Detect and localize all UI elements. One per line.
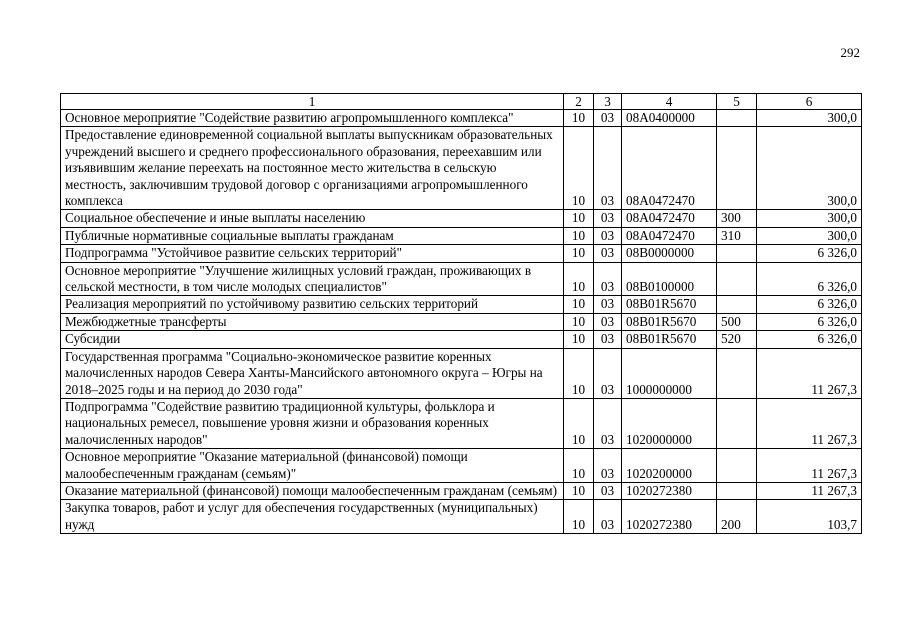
- row-section: 10: [564, 449, 594, 483]
- page-number: 292: [840, 45, 860, 60]
- row-expense-type: [717, 245, 757, 262]
- table-row: [61, 210, 862, 227]
- row-section: 10: [564, 500, 594, 534]
- row-name: Предоставление единовременной социальной выплаты выпускникам образовательных учреждений высшего и среднего профессионального образования, переехавшим или изъявившим желание переехать на постоянное место жительства в сельскую местность, заключившим трудовой договор с организациями агропромышленного комплекса: [61, 127, 564, 210]
- row-subsection: 03: [594, 210, 622, 227]
- row-section: 10: [564, 398, 594, 448]
- row-section: 10: [564, 110, 594, 127]
- column-header: 1: [61, 94, 564, 110]
- row-name: Государственная программа "Социально-экономическое развитие коренных малочисленных народов Севера Ханты-Мансийского автономного округа – Югры на 2018–2025 годы и на период до 2030 года": [61, 348, 564, 398]
- row-expense-type: 500: [717, 313, 757, 330]
- row-subsection: 03: [594, 500, 622, 534]
- column-header: 2: [564, 94, 594, 110]
- row-target-code: 08В0000000: [622, 245, 717, 262]
- table-row: [61, 313, 862, 330]
- row-name: Основное мероприятие "Оказание материальной (финансовой) помощи малообеспеченным гражданам (семьям)": [61, 449, 564, 483]
- row-subsection: 03: [594, 398, 622, 448]
- row-target-code: 08А0472470: [622, 210, 717, 227]
- table-row: [61, 227, 862, 244]
- table-row: [61, 262, 862, 296]
- row-section: 10: [564, 262, 594, 296]
- row-name: Основное мероприятие "Содействие развитию агропромышленного комплекса": [61, 110, 564, 127]
- table-row: [61, 127, 862, 210]
- row-name: Публичные нормативные социальные выплаты гражданам: [61, 227, 564, 244]
- row-amount: 11 267,3: [757, 449, 862, 483]
- row-section: 10: [564, 482, 594, 499]
- row-amount: 300,0: [757, 127, 862, 210]
- row-subsection: 03: [594, 110, 622, 127]
- row-target-code: 08В01R5670: [622, 296, 717, 313]
- column-header: 4: [622, 94, 717, 110]
- row-amount: 11 267,3: [757, 348, 862, 398]
- row-target-code: 08А0400000: [622, 110, 717, 127]
- row-name: Закупка товаров, работ и услуг для обеспечения государственных (муниципальных) нужд: [61, 500, 564, 534]
- table-row: [61, 482, 862, 499]
- row-subsection: 03: [594, 227, 622, 244]
- row-expense-type: [717, 110, 757, 127]
- row-expense-type: [717, 262, 757, 296]
- row-section: 10: [564, 313, 594, 330]
- row-subsection: 03: [594, 331, 622, 348]
- row-subsection: 03: [594, 449, 622, 483]
- column-header: 6: [757, 94, 862, 110]
- row-target-code: 1020000000: [622, 398, 717, 448]
- row-name: Оказание материальной (финансовой) помощи малообеспеченным гражданам (семьям): [61, 482, 564, 499]
- row-name: Субсидии: [61, 331, 564, 348]
- row-expense-type: [717, 296, 757, 313]
- row-expense-type: [717, 449, 757, 483]
- row-section: 10: [564, 127, 594, 210]
- column-header: 5: [717, 94, 757, 110]
- row-amount: 6 326,0: [757, 245, 862, 262]
- row-section: 10: [564, 245, 594, 262]
- row-amount: 11 267,3: [757, 398, 862, 448]
- row-target-code: 1020200000: [622, 449, 717, 483]
- row-expense-type: [717, 127, 757, 210]
- row-expense-type: 300: [717, 210, 757, 227]
- row-target-code: 1020272380: [622, 482, 717, 499]
- row-amount: 103,7: [757, 500, 862, 534]
- table-row: [61, 500, 862, 534]
- table-row: [61, 110, 862, 127]
- row-target-code: 1020272380: [622, 500, 717, 534]
- row-target-code: 1000000000: [622, 348, 717, 398]
- row-amount: 300,0: [757, 210, 862, 227]
- row-subsection: 03: [594, 245, 622, 262]
- row-amount: 6 326,0: [757, 313, 862, 330]
- row-target-code: 08А0472470: [622, 227, 717, 244]
- row-amount: 11 267,3: [757, 482, 862, 499]
- table-row: [61, 296, 862, 313]
- row-name: Социальное обеспечение и иные выплаты населению: [61, 210, 564, 227]
- row-section: 10: [564, 348, 594, 398]
- row-amount: 300,0: [757, 110, 862, 127]
- table-row: [61, 348, 862, 398]
- row-target-code: 08В0100000: [622, 262, 717, 296]
- row-section: 10: [564, 331, 594, 348]
- row-name: Подпрограмма "Содействие развитию традиционной культуры, фольклора и национальных ремесел, повышение уровня жизни и образования коренных малочисленных народов": [61, 398, 564, 448]
- row-name: Основное мероприятие "Улучшение жилищных условий граждан, проживающих в сельской местности, в том числе молодых специалистов": [61, 262, 564, 296]
- row-name: Реализация мероприятий по устойчивому развитию сельских территорий: [61, 296, 564, 313]
- row-section: 10: [564, 210, 594, 227]
- row-subsection: 03: [594, 482, 622, 499]
- row-amount: 300,0: [757, 227, 862, 244]
- row-amount: 6 326,0: [757, 262, 862, 296]
- row-expense-type: [717, 398, 757, 448]
- column-header: 3: [594, 94, 622, 110]
- budget-table: [60, 93, 862, 534]
- row-target-code: 08В01R5670: [622, 331, 717, 348]
- row-section: 10: [564, 227, 594, 244]
- row-expense-type: [717, 482, 757, 499]
- row-expense-type: 310: [717, 227, 757, 244]
- row-target-code: 08А0472470: [622, 127, 717, 210]
- row-expense-type: 200: [717, 500, 757, 534]
- row-target-code: 08В01R5670: [622, 313, 717, 330]
- table-row: [61, 449, 862, 483]
- row-subsection: 03: [594, 296, 622, 313]
- table-row: [61, 245, 862, 262]
- row-subsection: 03: [594, 313, 622, 330]
- row-subsection: 03: [594, 348, 622, 398]
- row-subsection: 03: [594, 127, 622, 210]
- table-row: [61, 398, 862, 448]
- row-amount: 6 326,0: [757, 331, 862, 348]
- row-section: 10: [564, 296, 594, 313]
- row-subsection: 03: [594, 262, 622, 296]
- table-row: [61, 331, 862, 348]
- row-name: Межбюджетные трансферты: [61, 313, 564, 330]
- row-name: Подпрограмма "Устойчивое развитие сельских территорий": [61, 245, 564, 262]
- row-expense-type: 520: [717, 331, 757, 348]
- row-amount: 6 326,0: [757, 296, 862, 313]
- table-header-row: [61, 94, 862, 110]
- row-expense-type: [717, 348, 757, 398]
